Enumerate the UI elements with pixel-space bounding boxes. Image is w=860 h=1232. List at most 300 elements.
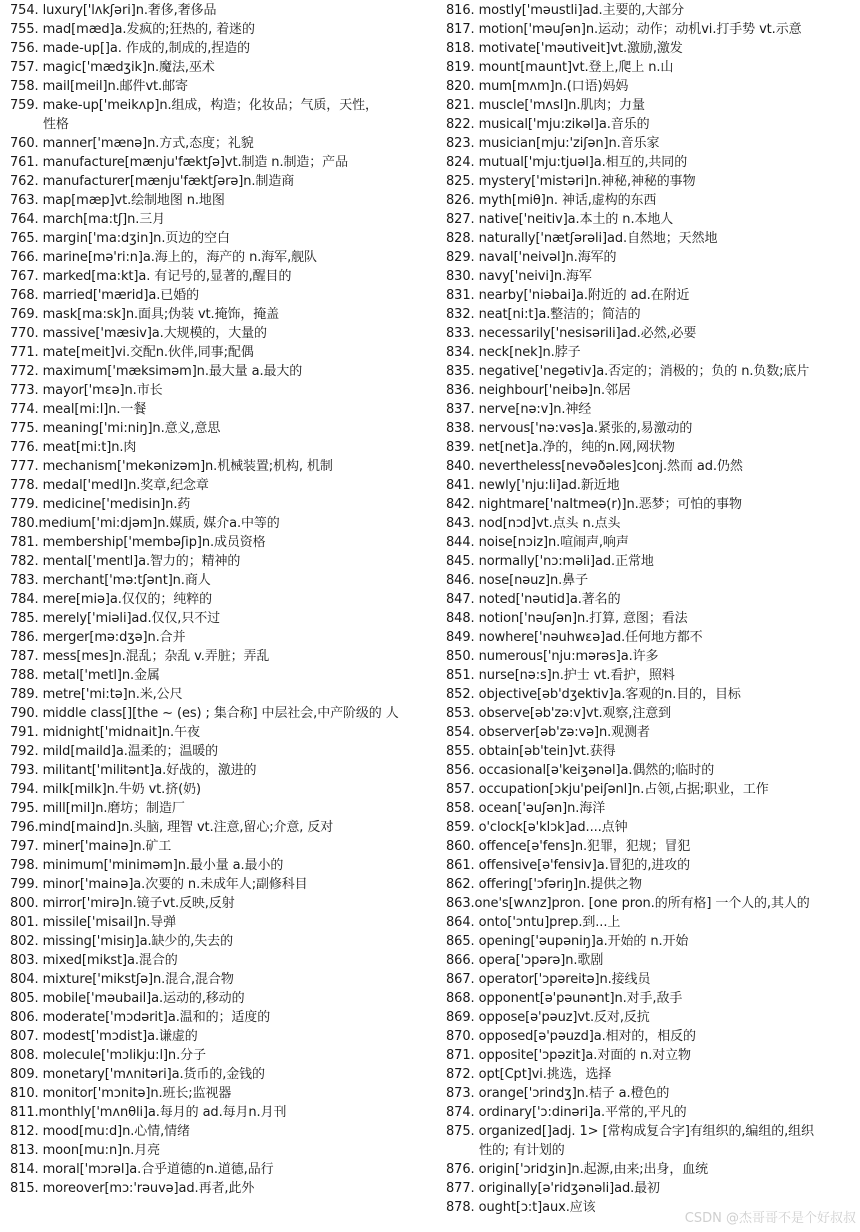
- entry-number: 759.: [10, 98, 39, 113]
- entry-number: 869.: [446, 1010, 475, 1025]
- entry-number: 763.: [10, 193, 39, 208]
- entry-text: musician[mju:'ziʃən]n.音乐家: [478, 136, 660, 151]
- vocab-entry: [10, 39, 420, 58]
- entry-text: map[mæp]vt.绘制地图 n.地图: [42, 193, 225, 208]
- entry-number: 773.: [10, 383, 39, 398]
- entry-text: net[net]a.净的，纯的n.网,网状物: [478, 440, 675, 455]
- entry-text: minor['mainə]a.次要的 n.未成年人;副修科目: [42, 877, 308, 892]
- entry-number: 781.: [10, 535, 39, 550]
- entry-number: 808.: [10, 1048, 39, 1063]
- entry-text: mate[meit]vi.交配n.伙伴,同事;配偶: [42, 345, 254, 360]
- vocab-entry: [10, 248, 420, 267]
- entry-number: 803.: [10, 953, 39, 968]
- entry-text: mobile['məubail]a.运动的,移动的: [42, 991, 245, 1006]
- entry-text: notion['nəuʃən]n.打算, 意图；看法: [478, 611, 688, 626]
- vocab-entry: [446, 343, 856, 362]
- entry-text: organized[]adj. 1> [常构成复合字]有组织的,编组的,组织: [478, 1124, 814, 1139]
- entry-number: 775.: [10, 421, 39, 436]
- vocab-entry: [10, 666, 420, 685]
- entry-text: marked[ma:kt]a. 有记号的,显著的,醒目的: [42, 269, 292, 284]
- vocab-entry: [10, 628, 420, 647]
- entry-number: 871.: [446, 1048, 475, 1063]
- entry-number: 865.: [446, 934, 475, 949]
- vocab-entry: [10, 267, 420, 286]
- entry-text: noted['nəutid]a.著名的: [478, 592, 621, 607]
- entry-text: offensive[ə'fensiv]a.冒犯的,进攻的: [478, 858, 691, 873]
- entry-text: mood[mu:d]n.心情,情绪: [42, 1124, 190, 1139]
- entry-number: 831.: [446, 288, 475, 303]
- entry-number: 817.: [446, 22, 475, 37]
- entry-text: onto['ɔntu]prep.到...上: [478, 915, 621, 930]
- vocab-entry: [446, 533, 856, 552]
- vocab-entry: [10, 20, 420, 39]
- vocab-entry: [10, 495, 420, 514]
- entry-number: 860.: [446, 839, 475, 854]
- vocab-entry: [446, 856, 856, 875]
- entry-number: 778.: [10, 478, 39, 493]
- entry-number: 875.: [446, 1124, 475, 1139]
- entry-text: myth[miθ]n. 神话,虚构的东西: [478, 193, 657, 208]
- vocab-entry: [10, 343, 420, 362]
- entry-number: 848.: [446, 611, 475, 626]
- vocab-entry: [10, 1122, 420, 1141]
- entry-text: nevertheless[nevəðəles]conj.然而 ad.仍然: [478, 459, 743, 474]
- vocab-entry: [10, 533, 420, 552]
- entry-text: luxury['lʌkʃəri]n.奢侈,奢侈品: [42, 3, 217, 18]
- entry-number: 804.: [10, 972, 39, 987]
- vocab-entry: [446, 20, 856, 39]
- vocab-entry: [10, 1103, 420, 1122]
- vocab-entry: [10, 191, 420, 210]
- vocab-entry: [446, 552, 856, 571]
- vocab-entry: [10, 837, 420, 856]
- entry-number: 807.: [10, 1029, 39, 1044]
- entry-number: 877.: [446, 1181, 475, 1196]
- entry-text: observer[əb'zə:və]n.观测者: [478, 725, 650, 740]
- entry-number: 805.: [10, 991, 39, 1006]
- entry-text: merely['miəli]ad.仅仅,只不过: [42, 611, 221, 626]
- entry-text: make-up['meikʌp]n.组成，构造；化妆品；气质，天性，: [42, 98, 378, 113]
- entry-number: 788.: [10, 668, 39, 683]
- entry-text: opposite['ɔpəzit]a.对面的 n.对立物: [478, 1048, 691, 1063]
- entry-number: 796.: [10, 820, 39, 835]
- entry-text: mill[mil]n.磨坊；制造厂: [42, 801, 185, 816]
- entry-number: 849.: [446, 630, 475, 645]
- entry-number: 772.: [10, 364, 39, 379]
- entry-text: nervous['nə:vəs]a.紧张的,易激动的: [478, 421, 693, 436]
- entry-text: neat[ni:t]a.整洁的；简洁的: [478, 307, 641, 322]
- entry-text: mum[mʌm]n.(口语)妈妈: [478, 79, 629, 94]
- entry-number: 757.: [10, 60, 39, 75]
- entry-number: 815.: [10, 1181, 39, 1196]
- entry-number: 870.: [446, 1029, 475, 1044]
- entry-text: mild[maild]a.温柔的；温暖的: [42, 744, 219, 759]
- entry-text: newly['nju:li]ad.新近地: [478, 478, 620, 493]
- vocab-entry: [446, 1, 856, 20]
- entry-number: 812.: [10, 1124, 39, 1139]
- vocab-entry: [446, 571, 856, 590]
- entry-text: monthly['mʌnθli]a.每月的 ad.每月n.月刊: [38, 1105, 287, 1120]
- vocab-entry: [10, 780, 420, 799]
- entry-number: 851.: [446, 668, 475, 683]
- vocab-entry: [10, 1027, 420, 1046]
- entry-number: 755.: [10, 22, 39, 37]
- entry-number: 853.: [446, 706, 475, 721]
- entry-number: 776.: [10, 440, 39, 455]
- entry-text: married['mærid]a.已婚的: [42, 288, 199, 303]
- entry-text: orange['ɔrindʒ]n.桔子 a.橙色的: [478, 1086, 670, 1101]
- entry-text: miner['mainə]n.矿工: [42, 839, 172, 854]
- vocab-entry: [446, 248, 856, 267]
- entry-text: merchant['mə:tʃənt]n.商人: [42, 573, 211, 588]
- entry-text: missile['misail]n.导弹: [42, 915, 176, 930]
- vocab-entry: [10, 1160, 420, 1179]
- vocab-entry: [446, 305, 856, 324]
- entry-number: 841.: [446, 478, 475, 493]
- entry-number: 769.: [10, 307, 39, 322]
- vocab-entry: [10, 685, 420, 704]
- entry-number: 855.: [446, 744, 475, 759]
- vocab-entry: [446, 419, 856, 438]
- entry-text: moon[mu:n]n.月亮: [42, 1143, 161, 1158]
- entry-text: nose[nəuz]n.鼻子: [478, 573, 588, 588]
- entry-text: meaning['mi:niŋ]n.意义,意思: [42, 421, 221, 436]
- vocab-entry: [446, 457, 856, 476]
- vocab-entry: [446, 1027, 856, 1046]
- entry-number: 868.: [446, 991, 475, 1006]
- entry-number: 816.: [446, 3, 475, 18]
- entry-number: 774.: [10, 402, 39, 417]
- entry-number: 828.: [446, 231, 475, 246]
- entry-number: 873.: [446, 1086, 475, 1101]
- entry-number: 843.: [446, 516, 475, 531]
- entry-text: mixture['mikstʃə]n.混合,混合物: [42, 972, 234, 987]
- watermark: CSDN @杰哥哥不是个好叔叔: [684, 1211, 856, 1226]
- vocab-entry: [446, 1160, 856, 1179]
- entry-text: mixed[mikst]a.混合的: [42, 953, 178, 968]
- vocab-entry: [446, 77, 856, 96]
- entry-number: 825.: [446, 174, 475, 189]
- vocab-entry: [446, 172, 856, 191]
- entry-number: 758.: [10, 79, 39, 94]
- vocab-entry: [10, 989, 420, 1008]
- entry-text: neighbour['neibə]n.邻居: [478, 383, 631, 398]
- vocab-entry: [10, 229, 420, 248]
- entry-text: mail[meil]n.邮件vt.邮寄: [42, 79, 188, 94]
- entry-number: 827.: [446, 212, 475, 227]
- entry-number: 818.: [446, 41, 475, 56]
- entry-number: 820.: [446, 79, 475, 94]
- vocab-entry: [446, 628, 856, 647]
- entry-text: margin['ma:dʒin]n.页边的空白: [42, 231, 230, 246]
- entry-text: originally[ə'ridʒənəli]ad.最初: [478, 1181, 660, 1196]
- vocab-entry: [10, 970, 420, 989]
- entry-number: 770.: [10, 326, 39, 341]
- entry-number: 809.: [10, 1067, 39, 1082]
- vocab-entry: [10, 590, 420, 609]
- vocab-entry: [446, 970, 856, 989]
- entry-text: militant['militənt]a.好战的，激进的: [42, 763, 257, 778]
- entry-number: 876.: [446, 1162, 475, 1177]
- entry-number: 846.: [446, 573, 475, 588]
- entry-number: 789.: [10, 687, 39, 702]
- vocab-entry: [10, 362, 420, 381]
- entry-text: made-up[]a. 作成的,制成的,捏造的: [42, 41, 250, 56]
- vocab-entry: [446, 780, 856, 799]
- entry-number: 862.: [446, 877, 475, 892]
- entry-number: 819.: [446, 60, 475, 75]
- entry-text: necessarily['nesisərili]ad.必然,必要: [478, 326, 697, 341]
- entry-number: 833.: [446, 326, 475, 341]
- vocab-entry: [10, 1, 420, 20]
- entry-text: normally['nɔ:məli]ad.正常地: [478, 554, 654, 569]
- entry-text: milk[milk]n.牛奶 vt.挤(奶): [42, 782, 201, 797]
- vocab-entry: [446, 229, 856, 248]
- vocab-entry: [10, 457, 420, 476]
- entry-number: 791.: [10, 725, 39, 740]
- vocab-entry: [10, 476, 420, 495]
- vocab-entry: [10, 134, 420, 153]
- vocab-entry: [446, 1122, 856, 1160]
- vocab-entry: [446, 191, 856, 210]
- entry-text: muscle['mʌsl]n.肌肉；力量: [478, 98, 645, 113]
- vocab-entry: [10, 742, 420, 761]
- entry-text: meat[mi:t]n.肉: [42, 440, 137, 455]
- entry-text: medicine['medisin]n.药: [42, 497, 191, 512]
- vocab-entry: [446, 210, 856, 229]
- vocab-entry: [446, 362, 856, 381]
- vocab-entry: [446, 134, 856, 153]
- vocab-entry: [446, 875, 856, 894]
- vocab-entry: [10, 172, 420, 191]
- vocab-entry: [446, 818, 856, 837]
- entry-number: 785.: [10, 611, 39, 626]
- vocab-entry: [446, 590, 856, 609]
- entry-number: 792.: [10, 744, 39, 759]
- entry-number: 784.: [10, 592, 39, 607]
- vocab-entry: [10, 210, 420, 229]
- entry-text: offence[ə'fens]n.犯罪，犯规；冒犯: [478, 839, 691, 854]
- entry-number: 795.: [10, 801, 39, 816]
- entry-text: metal['metl]n.金属: [42, 668, 160, 683]
- entry-text: mere[miə]a.仅仅的；纯粹的: [42, 592, 213, 607]
- entry-number: 829.: [446, 250, 475, 265]
- vocab-entry: [446, 1065, 856, 1084]
- vocab-entry: [10, 96, 420, 134]
- entry-text: oppose[ə'pəuz]vt.反对,反抗: [478, 1010, 650, 1025]
- vocab-entry: [10, 932, 420, 951]
- entry-text: nightmare['naItmeə(r)]n.恶梦；可怕的事物: [478, 497, 742, 512]
- vocab-entry: [446, 723, 856, 742]
- entry-number: 836.: [446, 383, 475, 398]
- entry-number: 811.: [10, 1105, 39, 1120]
- entry-number: 765.: [10, 231, 39, 246]
- entry-number: 842.: [446, 497, 475, 512]
- entry-number: 861.: [446, 858, 475, 873]
- entry-number: 806.: [10, 1010, 39, 1025]
- vocab-entry: [10, 438, 420, 457]
- entry-number: 760.: [10, 136, 39, 151]
- entry-number: 835.: [446, 364, 475, 379]
- entry-text: offering['ɔfəriŋ]n.提供之物: [478, 877, 642, 892]
- vocab-entry: [10, 77, 420, 96]
- entry-text: observe[əb'zə:v]vt.观察,注意到: [478, 706, 672, 721]
- entry-text: maximum['mæksiməm]n.最大量 a.最大的: [42, 364, 303, 379]
- entry-number: 780.: [10, 516, 39, 531]
- vocab-entry: [10, 286, 420, 305]
- vocab-entry: [10, 552, 420, 571]
- entry-number: 786.: [10, 630, 39, 645]
- entry-text: mostly['məustli]ad.主要的,大部分: [478, 3, 684, 18]
- entry-text: operator['ɔpəreitə]n.接线员: [478, 972, 651, 987]
- entry-text: numerous['nju:mərəs]a.许多: [478, 649, 659, 664]
- vocab-entry: [10, 1046, 420, 1065]
- entry-number: 824.: [446, 155, 475, 170]
- entry-number: 832.: [446, 307, 475, 322]
- entry-text: moral['mɔrəl]a.合乎道德的n.道德,品行: [42, 1162, 274, 1177]
- vocab-entry: [446, 704, 856, 723]
- entry-text: medium['mi:djəm]n.媒质, 媒介a.中等的: [38, 516, 280, 531]
- entry-text: magic['mædʒik]n.魔法,巫术: [42, 60, 215, 75]
- vocab-entry: [10, 609, 420, 628]
- entry-number: 874.: [446, 1105, 475, 1120]
- entry-text: musical['mju:zikəl]a.音乐的: [478, 117, 650, 132]
- vocab-entry: [446, 685, 856, 704]
- vocab-entry: [446, 514, 856, 533]
- entry-number: 878.: [446, 1200, 475, 1215]
- vocab-entry: [446, 894, 856, 913]
- entry-text: mental['mentl]a.智力的；精神的: [42, 554, 241, 569]
- entry-number: 793.: [10, 763, 39, 778]
- vocab-entry: [446, 39, 856, 58]
- entry-number: 768.: [10, 288, 39, 303]
- entry-number: 790.: [10, 706, 39, 721]
- entry-text: mad[mæd]a.发疯的;狂热的, 着迷的: [42, 22, 255, 37]
- vocab-entry: [446, 951, 856, 970]
- vocab-entry: [10, 1141, 420, 1160]
- vocab-entry: [446, 609, 856, 628]
- entry-number: 837.: [446, 402, 475, 417]
- entry-text: one's[wʌnz]pron. [one pron.的所有格] 一个人的,其人的: [474, 896, 810, 911]
- entry-number: 766.: [10, 250, 39, 265]
- entry-text: manufacture[mænju'fæktʃə]vt.制造 n.制造；产品: [42, 155, 348, 170]
- vocab-entry: [10, 1065, 420, 1084]
- entry-text: mechanism['mekənizəm]n.机械装置;机构, 机制: [42, 459, 333, 474]
- entry-number: 802.: [10, 934, 39, 949]
- entry-text: naturally['nætʃərəli]ad.自然地；天然地: [478, 231, 718, 246]
- entry-number: 754.: [10, 3, 39, 18]
- entry-continuation: 性的; 有计划的: [479, 1143, 565, 1158]
- vocab-entry: [10, 913, 420, 932]
- entry-text: opera['ɔpərə]n.歌剧: [478, 953, 604, 968]
- vocab-entry: [10, 305, 420, 324]
- entry-text: monetary['mʌnitəri]a.货币的,金钱的: [42, 1067, 265, 1082]
- entry-text: mystery['mistəri]n.神秘,神秘的事物: [478, 174, 696, 189]
- entry-text: opening['əupəniŋ]a.开始的 n.开始: [478, 934, 689, 949]
- entry-text: nod[nɔd]vt.点头 n.点头: [478, 516, 621, 531]
- entry-text: marine[mə'ri:n]a.海上的，海产的 n.海军,舰队: [42, 250, 317, 265]
- vocab-entry: [446, 495, 856, 514]
- entry-text: massive['mæsiv]a.大规模的，大量的: [42, 326, 267, 341]
- entry-text: moreover[mɔ:'rəuvə]ad.再者,此外: [42, 1181, 255, 1196]
- vocab-entry: [446, 932, 856, 951]
- entry-number: 834.: [446, 345, 475, 360]
- entry-continuation: 性格: [43, 117, 69, 132]
- entry-number: 866.: [446, 953, 475, 968]
- vocab-entry: [10, 571, 420, 590]
- vocab-entry: [10, 1084, 420, 1103]
- entry-number: 839.: [446, 440, 475, 455]
- entry-number: 813.: [10, 1143, 39, 1158]
- entry-text: opponent[ə'pəunənt]n.对手,敌手: [478, 991, 683, 1006]
- entry-number: 801.: [10, 915, 39, 930]
- vocab-entry: [10, 761, 420, 780]
- entry-number: 782.: [10, 554, 39, 569]
- left-column: [10, 1, 420, 1198]
- vocab-entry: [446, 1046, 856, 1065]
- entry-number: 810.: [10, 1086, 39, 1101]
- entry-text: navy['neivi]n.海军: [478, 269, 592, 284]
- entry-number: 777.: [10, 459, 39, 474]
- entry-text: march[ma:tʃ]n.三月: [42, 212, 166, 227]
- vocab-entry: [10, 856, 420, 875]
- vocab-entry: [10, 324, 420, 343]
- entry-number: 858.: [446, 801, 475, 816]
- vocab-entry: [446, 400, 856, 419]
- entry-text: occasional[ə'keiʒənəl]a.偶然的;临时的: [478, 763, 715, 778]
- vocab-entry: [10, 894, 420, 913]
- entry-text: nerve[nə:v]n.神经: [478, 402, 592, 417]
- vocab-entry: [446, 837, 856, 856]
- entry-number: 826.: [446, 193, 475, 208]
- vocab-entry: [446, 381, 856, 400]
- vocab-entry: [446, 267, 856, 286]
- entry-number: 864.: [446, 915, 475, 930]
- entry-number: 787.: [10, 649, 39, 664]
- entry-number: 822.: [446, 117, 475, 132]
- entry-text: meal[mi:l]n.一餐: [42, 402, 147, 417]
- entry-number: 821.: [446, 98, 475, 113]
- entry-text: mayor['mɛə]n.市长: [42, 383, 163, 398]
- vocab-entry: [10, 723, 420, 742]
- entry-number: 783.: [10, 573, 39, 588]
- entry-number: 856.: [446, 763, 475, 778]
- vocab-entry: [446, 115, 856, 134]
- vocab-entry: [10, 704, 420, 723]
- entry-text: metre['mi:tə]n.米,公尺: [42, 687, 183, 702]
- vocab-entry: [10, 1008, 420, 1027]
- entry-number: 799.: [10, 877, 39, 892]
- vocab-entry: [10, 1179, 420, 1198]
- vocab-entry: [446, 799, 856, 818]
- entry-number: 859.: [446, 820, 475, 835]
- vocab-entry: [446, 742, 856, 761]
- vocab-entry: [446, 761, 856, 780]
- vocab-entry: [446, 1084, 856, 1103]
- entry-text: nurse[nə:s]n.护士 vt.看护，照料: [478, 668, 675, 683]
- entry-text: mirror['mirə]n.镜子vt.反映,反射: [42, 896, 235, 911]
- vocab-entry: [446, 1008, 856, 1027]
- entry-number: 800.: [10, 896, 39, 911]
- entry-text: membership['membəʃip]n.成员资格: [42, 535, 266, 550]
- entry-text: merger[mə:dʒə]n.合并: [42, 630, 186, 645]
- entry-text: modest['mɔdist]a.谦虚的: [42, 1029, 198, 1044]
- entry-text: mess[mes]n.混乱；杂乱 v.弄脏；弄乱: [42, 649, 270, 664]
- entry-text: manufacturer[mænju'fæktʃərə]n.制造商: [42, 174, 295, 189]
- entry-text: missing['misiŋ]a.缺少的,失去的: [42, 934, 233, 949]
- vocab-entry: [446, 647, 856, 666]
- entry-text: naval['neivəl]n.海军的: [478, 250, 617, 265]
